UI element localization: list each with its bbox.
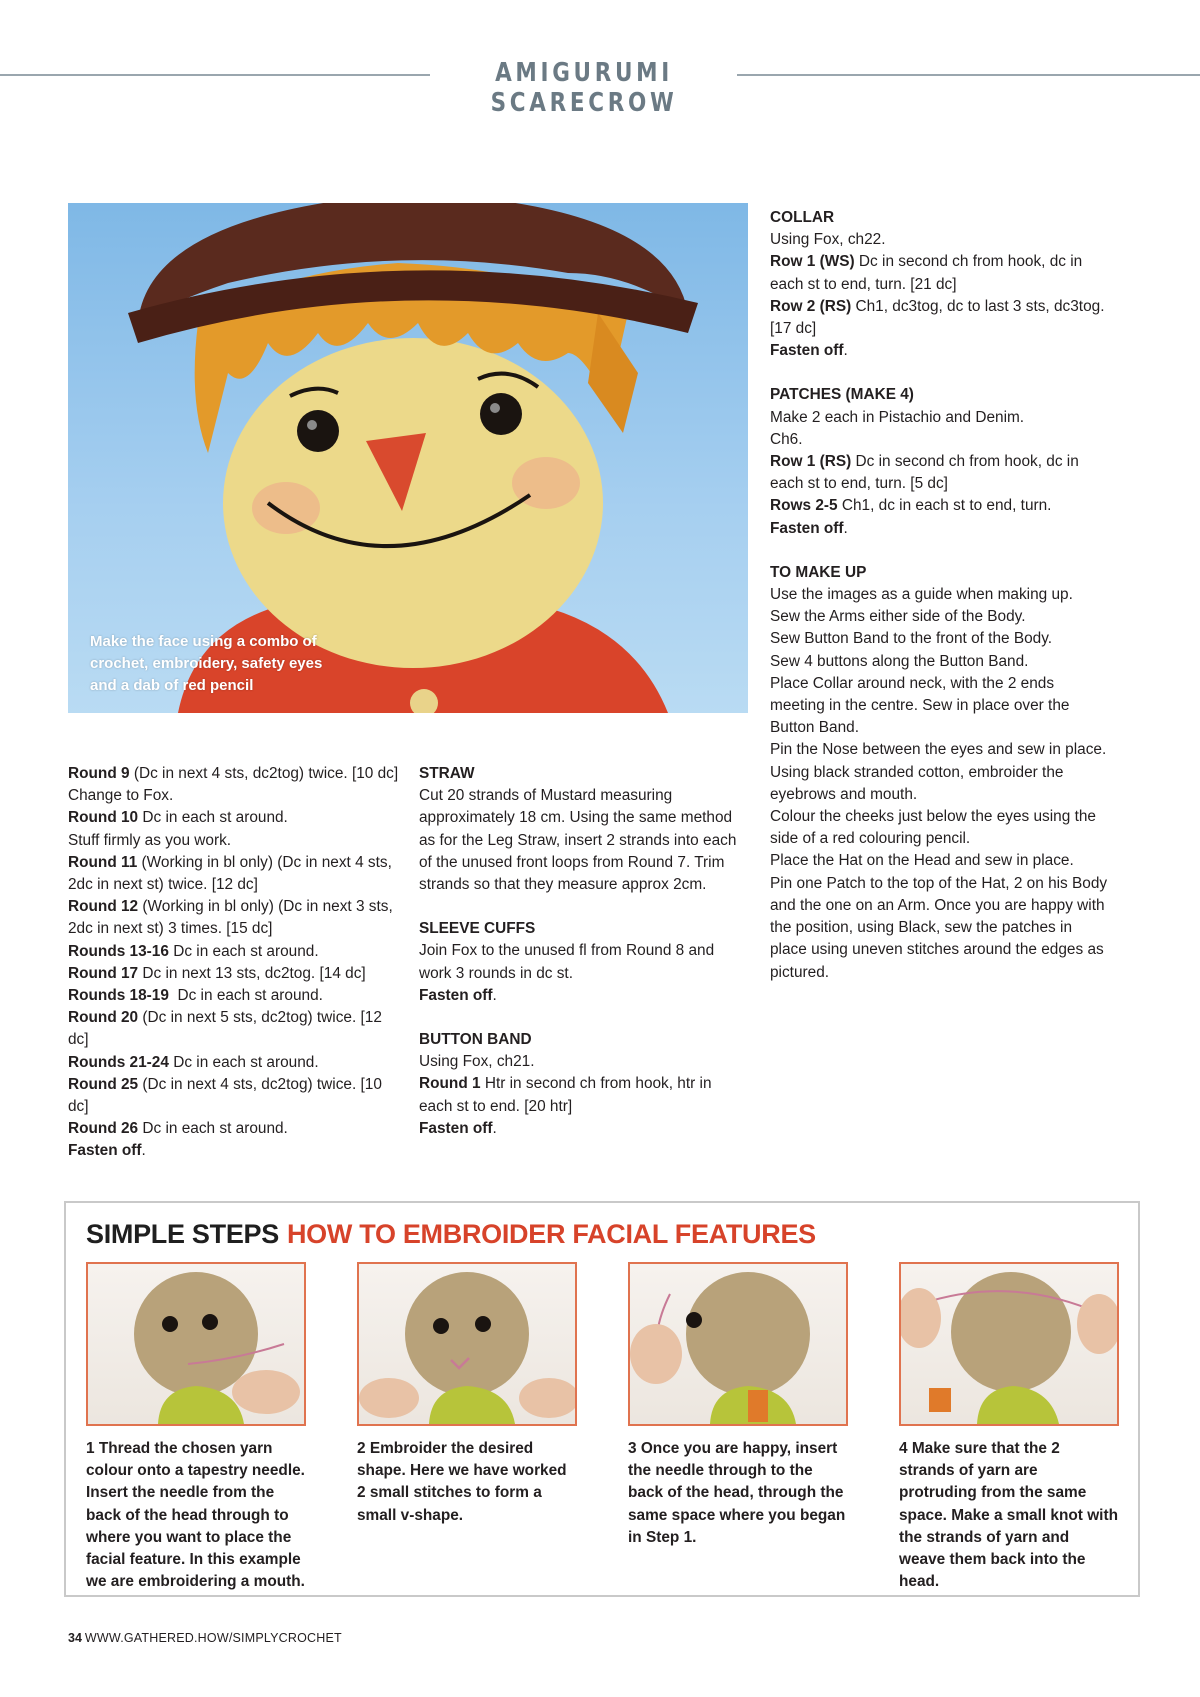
patches-heading: PATCHES (MAKE 4) — [770, 386, 914, 404]
collar-heading: COLLAR — [770, 209, 835, 226]
patches-fasten: Fasten off. — [770, 519, 848, 537]
simple-steps-subject: HOW TO EMBROIDER FACIAL FEATURES — [286, 1219, 816, 1249]
header-rule-left — [0, 74, 430, 76]
step-3-caption: 3 Once you are happy, insert the needle through to the back of the head, through the same space where you began in Step 1. — [628, 1440, 846, 1546]
sleeve-cuffs-text: Join Fox to the unused fl from Round 8 and work 3 rounds in dc st. — [419, 942, 715, 982]
make-up-line: Sew Button Band to the front of the Body. — [770, 630, 1053, 648]
make-up-line: Sew 4 buttons along the Button Band. — [770, 652, 1029, 670]
step-4 — [899, 1262, 1119, 1593]
step-1-caption: 1 Thread the chosen yarn colour onto a tapestry needle. Insert the needle from the back of the head through to where you want to place the facial feature. In this example we are embroidering a mouth. — [86, 1440, 305, 1591]
patches-row-1: Row 1 (RS) Dc in second ch from hook, dc in each st to end, turn. [5 dc] — [770, 453, 1079, 493]
page-number: 34 — [68, 1631, 82, 1645]
patches-text-2: Ch6. — [770, 430, 803, 448]
step-2-caption: 2 Embroider the desired shape. Here we have worked 2 small stitches to form a small v-shape. — [357, 1440, 567, 1524]
header-rule-right — [737, 74, 1200, 76]
round-9: Round 9 (Dc in next 4 sts, dc2tog) twice. [10 dc] — [68, 765, 399, 782]
simple-steps-title — [86, 1219, 816, 1250]
round-12: Round 12 (Working in bl only) (Dc in next 3 sts, 2dc in next st) 3 times. [15 dc] — [68, 898, 393, 938]
pattern-column-collar — [770, 207, 1110, 984]
make-up-heading: TO MAKE UP — [770, 563, 867, 581]
collar-text: Using Fox, ch22. — [770, 231, 886, 249]
step-3 — [628, 1262, 848, 1549]
button-band-heading: BUTTON BAND — [419, 1031, 532, 1049]
simple-steps-box — [64, 1201, 1140, 1597]
step-2 — [357, 1262, 577, 1527]
button-band-round-1: Round 1 Htr in second ch from hook, htr in each st to end. [20 htr] — [419, 1075, 712, 1115]
round-25: Round 25 (Dc in next 4 sts, dc2tog) twice. [10 dc] — [68, 1075, 382, 1116]
make-up-line: Place the Hat on the Head and sew in place. — [770, 852, 1074, 870]
step-4-caption: 4 Make sure that the 2 strands of yarn are protruding from the same space. Make a small knot with the strands of yarn and weave them back into the head. — [899, 1440, 1118, 1591]
fasten-off: Fasten off. — [68, 1142, 146, 1160]
patches-rows-2-5: Rows 2-5 Ch1, dc in each st to end, turn. — [770, 497, 1052, 515]
pattern-column-straw — [419, 763, 744, 1140]
rounds-18-19: Rounds 18-19 Dc in each st around. — [68, 987, 323, 1005]
step-3-photo — [628, 1262, 848, 1426]
make-up-line: Pin the Nose between the eyes and sew in place. — [770, 741, 1107, 759]
photo-caption: Make the face using a combo of crochet, embroidery, safety eyes and a dab of red pencil — [90, 633, 323, 694]
step-1 — [86, 1262, 306, 1593]
simple-steps-label: SIMPLE STEPS — [86, 1219, 279, 1249]
rounds-21-24: Rounds 21-24 Dc in each st around. — [68, 1053, 319, 1071]
scarecrow-photo — [68, 203, 748, 713]
step-4-photo — [899, 1262, 1119, 1426]
sleeve-cuffs-heading: SLEEVE CUFFS — [419, 920, 536, 938]
round-17: Round 17 Dc in next 13 sts, dc2tog. [14 dc] — [68, 964, 366, 982]
pattern-column-rounds — [68, 763, 403, 1163]
make-up-line: Pin one Patch to the top of the Hat, 2 on his Body and the one on an Arm. Once you are happy with the position, using Black, sew the patches in place using uneven stitches around the edges as pictured. — [770, 874, 1108, 981]
collar-row-1: Row 1 (WS) Dc in second ch from hook, dc in each st to end, turn. [21 dc] — [770, 253, 1083, 293]
change-colour-note: Change to Fox. — [68, 787, 174, 805]
button-band-text: Using Fox, ch21. — [419, 1053, 535, 1071]
make-up-line: Using black stranded cotton, embroider the eyebrows and mouth. — [770, 763, 1064, 803]
make-up-line: Place Collar around neck, with the 2 ends meeting in the centre. Sew in place over the Button Band. — [770, 674, 1070, 737]
round-26: Round 26 Dc in each st around. — [68, 1120, 288, 1138]
rounds-13-16: Rounds 13-16 Dc in each st around. — [68, 942, 319, 960]
round-11: Round 11 (Working in bl only) (Dc in next 4 sts, 2dc in next st) twice. [12 dc] — [68, 853, 392, 894]
patches-text-1: Make 2 each in Pistachio and Denim. — [770, 408, 1025, 426]
make-up-line: Sew the Arms either side of the Body. — [770, 608, 1026, 626]
step-2-photo — [357, 1262, 577, 1426]
round-20: Round 20 (Dc in next 5 sts, dc2tog) twice. [12 dc] — [68, 1009, 382, 1049]
straw-text: Cut 20 strands of Mustard measuring approximately 18 cm. Using the same method as for the Leg Straw, insert 2 strands into each of the unused front loops from Round 7. Trim strands so that they measure approx 2cm. — [419, 787, 737, 894]
step-1-photo — [86, 1262, 306, 1426]
stuff-note: Stuff firmly as you work. — [68, 831, 232, 849]
collar-row-2: Row 2 (RS) Ch1, dc3tog, dc to last 3 sts, dc3tog. [17 dc] — [770, 297, 1105, 338]
sleeve-cuffs-fasten: Fasten off. — [419, 986, 497, 1004]
page-title: AMIGURUMI SCARECROW — [490, 58, 678, 118]
footer-url[interactable]: WWW.GATHERED.HOW/SIMPLYCROCHET — [84, 1631, 342, 1645]
collar-fasten: Fasten off. — [770, 342, 848, 360]
button-band-fasten: Fasten off. — [419, 1119, 497, 1137]
straw-heading: STRAW — [419, 765, 475, 782]
round-10: Round 10 Dc in each st around. — [68, 809, 288, 827]
page-footer — [68, 1631, 342, 1645]
make-up-line: Colour the cheeks just below the eyes using the side of a red colouring pencil. — [770, 808, 1096, 848]
make-up-line: Use the images as a guide when making up. — [770, 586, 1073, 604]
